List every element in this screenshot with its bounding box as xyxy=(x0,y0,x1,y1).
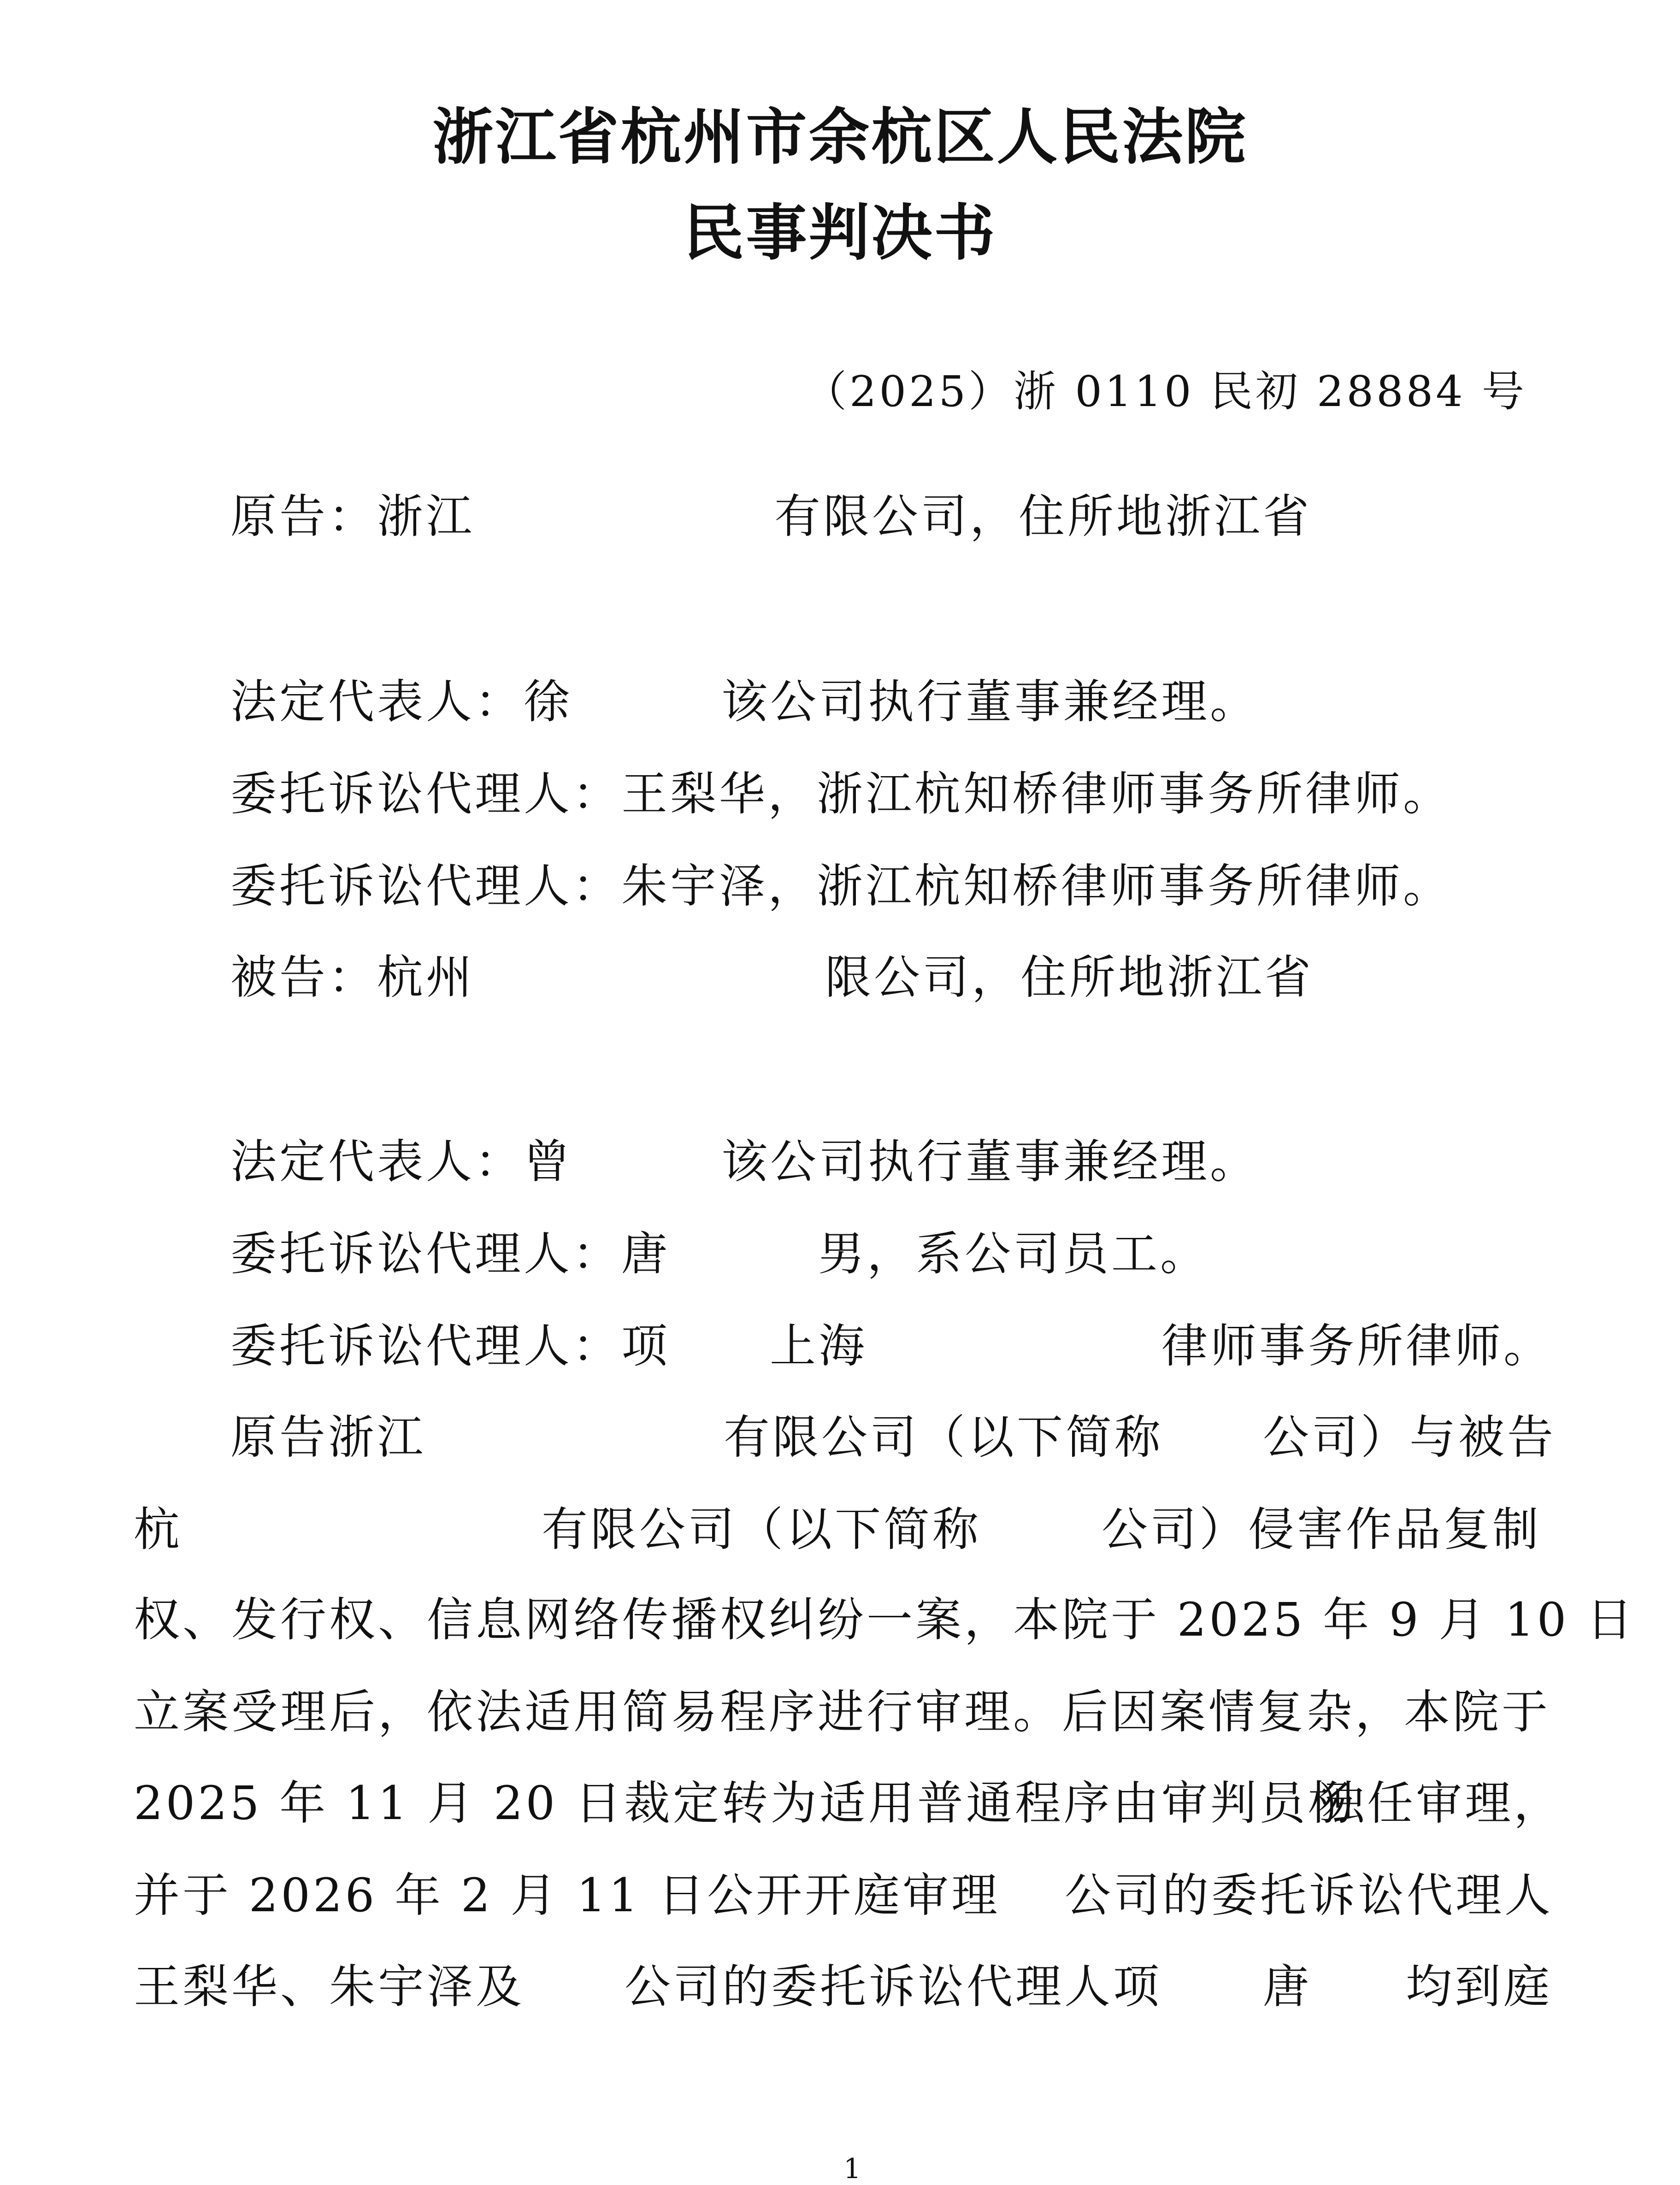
body-line-1-c: 公司）与被告 xyxy=(1263,1410,1556,1464)
plaintiff-agent-1: 委托诉讼代理人：王梨华，浙江杭知桥律师事务所律师。 xyxy=(230,767,1452,821)
body-line-5-b: 独任审理， xyxy=(1318,1776,1562,1830)
defendant-agent-1-label: 委托诉讼代理人：唐 xyxy=(230,1227,670,1281)
defendant-agent-2-label: 委托诉讼代理人：项 xyxy=(230,1319,670,1373)
body-line-1-a: 原告浙江 xyxy=(230,1410,426,1464)
body-line-2 xyxy=(0,1504,1680,1555)
defendant-agent-1-info: 男，系公司员工。 xyxy=(818,1227,1209,1281)
plaintiff-rep-label: 法定代表人：徐 xyxy=(230,675,572,729)
body-line-7 xyxy=(0,1961,1680,2012)
body-line-2-a: 杭 xyxy=(134,1502,183,1556)
defendant-agent-2-firm-head: 上海 xyxy=(770,1319,867,1373)
body-line-2-c: 公司）侵害作品复制 xyxy=(1102,1502,1541,1556)
plaintiff-label: 原告：浙江 xyxy=(230,489,475,543)
defendant-rep-line xyxy=(0,1137,1680,1187)
body-line-2-b: 有限公司（以下简称 xyxy=(542,1502,981,1556)
defendant-agent-1-line xyxy=(0,1229,1680,1279)
court-name-title: 浙江省杭州市余杭区人民法院 xyxy=(432,101,1248,173)
plaintiff-rep-title: 该公司执行董事兼经理。 xyxy=(721,675,1259,729)
page-number: 1 xyxy=(843,2153,861,2185)
plaintiff-line xyxy=(0,491,1680,542)
body-line-4: 立案受理后，依法适用简易程序进行审理。后因案情复杂，本院于 xyxy=(134,1685,1550,1739)
body-line-7-b: 公司的委托诉讼代理人项 xyxy=(625,1960,1162,2014)
body-line-7-c: 唐 xyxy=(1263,1960,1312,2014)
plaintiff-name-tail: 有限公司，住所地浙江省 xyxy=(774,489,1312,543)
document-type-title: 民事判决书 xyxy=(683,197,997,269)
defendant-agent-2-firm-tail: 律师事务所律师。 xyxy=(1161,1319,1552,1373)
body-line-6-b: 公司的委托诉讼代理人 xyxy=(1065,1868,1553,1922)
body-line-1 xyxy=(0,1412,1680,1463)
defendant-line xyxy=(0,952,1680,1003)
plaintiff-rep-line xyxy=(0,677,1680,727)
plaintiff-agent-2: 委托诉讼代理人：朱宇泽，浙江杭知桥律师事务所律师。 xyxy=(230,859,1452,913)
body-line-7-a: 王梨华、朱宇泽及 xyxy=(134,1960,525,2014)
body-line-6-a: 并于 2026 年 2 月 11 日公开开庭审理 xyxy=(134,1868,1001,1922)
defendant-name-tail: 限公司，住所地浙江省 xyxy=(825,950,1314,1004)
body-line-7-d: 均到庭 xyxy=(1406,1960,1552,2014)
defendant-agent-2-line xyxy=(0,1321,1680,1372)
body-line-5 xyxy=(0,1778,1680,1829)
body-line-1-b: 有限公司（以下简称 xyxy=(724,1410,1163,1464)
case-number: （2025）浙 0110 民初 28884 号 xyxy=(804,367,1527,416)
defendant-rep-title: 该公司执行董事兼经理。 xyxy=(721,1135,1259,1189)
body-line-6 xyxy=(0,1870,1680,1921)
body-line-3: 权、发行权、信息网络传播权纠纷一案，本院于 2025 年 9 月 10 日 xyxy=(134,1593,1636,1647)
defendant-rep-label: 法定代表人：曾 xyxy=(230,1135,572,1189)
body-line-5-a: 2025 年 11 月 20 日裁定转为适用普通程序由审判员杨 xyxy=(134,1776,1357,1830)
defendant-label: 被告：杭州 xyxy=(230,950,475,1004)
